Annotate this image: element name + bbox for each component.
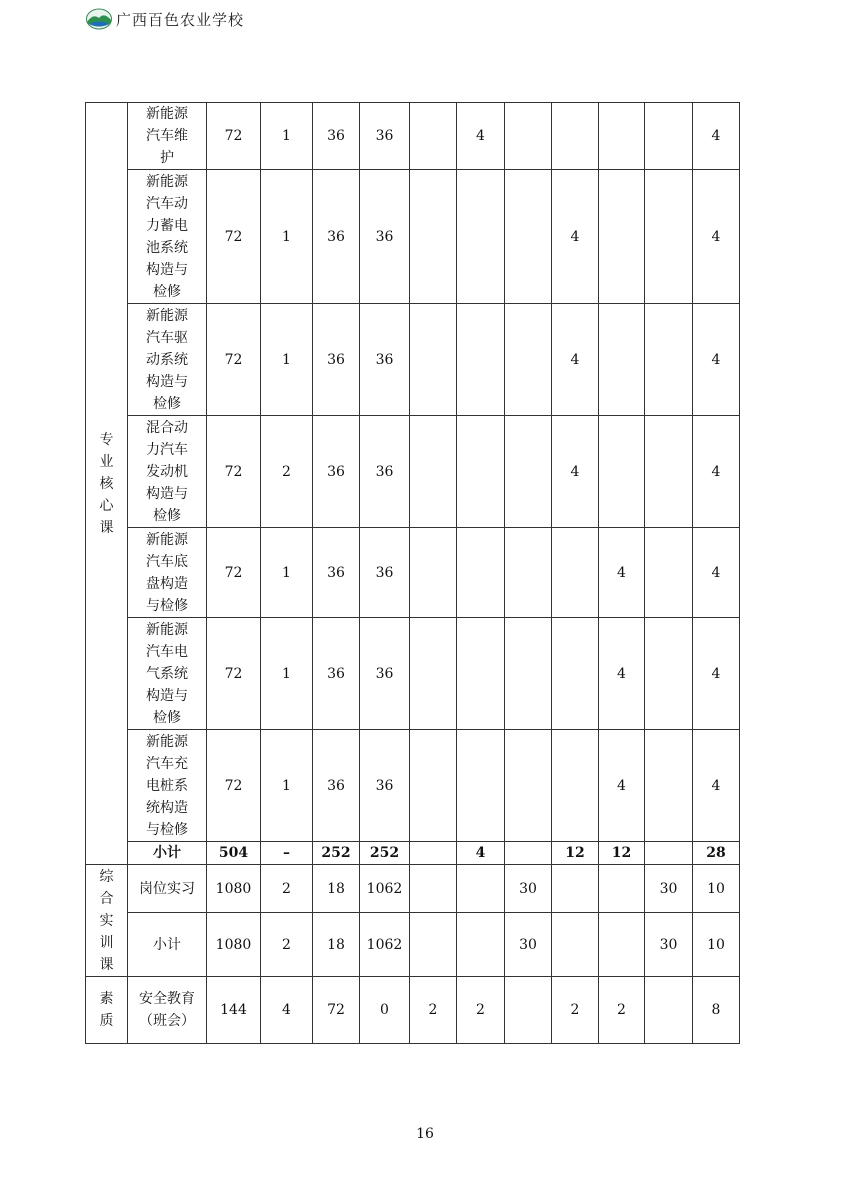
table-cell [410, 170, 457, 304]
table-cell: 1 [261, 528, 313, 618]
table-row [86, 416, 740, 528]
table-row [86, 170, 740, 304]
table-cell: 10 [693, 913, 740, 977]
table-cell [505, 304, 552, 416]
table-row [86, 304, 740, 416]
course-name: 新能源汽车充电桩系统构造与检修 [146, 733, 188, 838]
table-cell: 4 [552, 304, 599, 416]
course-name-cell [128, 730, 207, 842]
course-name: 安全教育（班会） [139, 991, 195, 1029]
category-cell [86, 977, 128, 1044]
course-name-cell [128, 304, 207, 416]
table-cell: 36 [313, 170, 360, 304]
table-cell [645, 730, 693, 842]
table-cell: 1062 [360, 913, 410, 977]
table-cell [410, 618, 457, 730]
table-cell: 504 [207, 842, 261, 865]
course-name-cell [128, 103, 207, 170]
table-cell: 30 [505, 865, 552, 913]
table-cell [505, 730, 552, 842]
table-row [86, 528, 740, 618]
table-cell: 72 [207, 618, 261, 730]
table-cell [645, 103, 693, 170]
page-number: 16 [416, 1126, 434, 1142]
table-cell: 36 [360, 304, 410, 416]
table-cell: 4 [693, 528, 740, 618]
table-cell: 72 [207, 416, 261, 528]
table-cell: 0 [360, 977, 410, 1044]
category-cell [86, 865, 128, 977]
table-cell: 12 [552, 842, 599, 865]
category-label: 素质 [99, 991, 114, 1029]
table-cell: 36 [360, 416, 410, 528]
table-cell [645, 528, 693, 618]
category-cell [86, 103, 128, 865]
table-row [86, 103, 740, 170]
table-cell [457, 865, 505, 913]
table-cell [599, 103, 645, 170]
table-body [86, 103, 740, 1044]
table-cell [410, 842, 457, 865]
course-name: 新能源汽车底盘构造与检修 [146, 531, 188, 614]
course-name-cell [128, 528, 207, 618]
table-cell: 36 [313, 528, 360, 618]
table-cell: 36 [360, 170, 410, 304]
table-cell [457, 730, 505, 842]
table-cell [645, 304, 693, 416]
table-cell [552, 618, 599, 730]
table-cell: 252 [360, 842, 410, 865]
table-cell [599, 170, 645, 304]
table-cell: 72 [313, 977, 360, 1044]
table-cell: 2 [261, 416, 313, 528]
table-cell: 2 [457, 977, 505, 1044]
table-cell [505, 618, 552, 730]
table-cell: 4 [261, 977, 313, 1044]
table-cell: 30 [645, 865, 693, 913]
course-name-cell [128, 865, 207, 913]
table-cell [457, 304, 505, 416]
subtotal-label: 小计 [128, 842, 207, 865]
table-cell: 72 [207, 304, 261, 416]
table-cell: 36 [360, 103, 410, 170]
table-cell: 36 [313, 416, 360, 528]
table-cell: 36 [360, 730, 410, 842]
course-name-cell [128, 416, 207, 528]
table-cell [599, 416, 645, 528]
category-label: 综合实训课 [99, 868, 114, 973]
table-cell: 36 [313, 618, 360, 730]
table-row [86, 977, 740, 1044]
course-name-cell [128, 977, 207, 1044]
table-cell: 4 [693, 304, 740, 416]
table-cell [410, 913, 457, 977]
course-name: 新能源汽车驱动系统构造与检修 [146, 307, 188, 412]
table-cell: 36 [313, 304, 360, 416]
table-cell [505, 977, 552, 1044]
table-cell: 4 [552, 170, 599, 304]
table-cell: 1080 [207, 865, 261, 913]
table-cell: 30 [505, 913, 552, 977]
table-cell: 252 [313, 842, 360, 865]
table-cell: 8 [693, 977, 740, 1044]
table-cell: 72 [207, 170, 261, 304]
table-cell: 4 [457, 842, 505, 865]
course-name: 新能源汽车动力蓄电池系统构造与检修 [146, 173, 188, 300]
table-cell: 36 [360, 528, 410, 618]
table-cell: 72 [207, 528, 261, 618]
table-cell [457, 170, 505, 304]
table-cell: 1 [261, 170, 313, 304]
table-cell: 4 [693, 103, 740, 170]
table-cell: 1 [261, 730, 313, 842]
table-cell: 4 [552, 416, 599, 528]
table-cell [599, 865, 645, 913]
table-cell: 12 [599, 842, 645, 865]
table-cell: 4 [457, 103, 505, 170]
table-cell [645, 416, 693, 528]
table-cell [505, 528, 552, 618]
table-cell: 2 [261, 913, 313, 977]
table-cell: 4 [693, 170, 740, 304]
table-cell: 36 [313, 103, 360, 170]
table-cell: 4 [693, 416, 740, 528]
table-row [86, 618, 740, 730]
table-cell [505, 103, 552, 170]
table-cell [410, 103, 457, 170]
table-cell: 1062 [360, 865, 410, 913]
table-cell: 4 [599, 618, 645, 730]
school-name: 广西百色农业学校 [116, 10, 245, 29]
table-cell [410, 304, 457, 416]
table-cell: 30 [645, 913, 693, 977]
table-cell [552, 913, 599, 977]
table-cell: 4 [599, 730, 645, 842]
page-header [86, 6, 244, 32]
table-cell [457, 913, 505, 977]
table-cell: 4 [693, 730, 740, 842]
table-cell: 28 [693, 842, 740, 865]
table-cell [552, 730, 599, 842]
table-cell [410, 730, 457, 842]
table-cell: 72 [207, 103, 261, 170]
subtotal-row [86, 913, 740, 977]
table-cell [645, 842, 693, 865]
table-cell: 10 [693, 865, 740, 913]
table-cell: 2 [552, 977, 599, 1044]
course-name: 岗位实习 [139, 880, 195, 897]
table-cell: – [261, 842, 313, 865]
table-cell [410, 528, 457, 618]
table-cell: 36 [360, 618, 410, 730]
table-cell: 2 [410, 977, 457, 1044]
table-cell [645, 618, 693, 730]
table-cell [457, 528, 505, 618]
table-cell [410, 865, 457, 913]
table-cell [552, 528, 599, 618]
course-name-cell [128, 618, 207, 730]
table-cell: 18 [313, 865, 360, 913]
table-cell: 1 [261, 304, 313, 416]
table-cell: 144 [207, 977, 261, 1044]
table-cell [599, 304, 645, 416]
course-name: 新能源汽车电气系统构造与检修 [146, 621, 188, 726]
table-cell [505, 170, 552, 304]
table-cell: 4 [599, 528, 645, 618]
course-schedule-table [85, 102, 740, 1044]
subtotal-label: 小计 [128, 913, 207, 977]
table-cell: 1080 [207, 913, 261, 977]
table-cell: 2 [261, 865, 313, 913]
table-cell: 72 [207, 730, 261, 842]
table-cell: 1 [261, 103, 313, 170]
table-cell: 18 [313, 913, 360, 977]
table-cell [457, 618, 505, 730]
table-cell [599, 913, 645, 977]
table-cell: 4 [693, 618, 740, 730]
table-cell [457, 416, 505, 528]
course-name: 混合动力汽车发动机构造与检修 [146, 419, 188, 524]
table-cell [410, 416, 457, 528]
table-row [86, 730, 740, 842]
table-cell [552, 865, 599, 913]
school-logo-icon [86, 8, 112, 30]
table-cell [505, 416, 552, 528]
table-cell [645, 170, 693, 304]
table-cell [505, 842, 552, 865]
table-cell [645, 977, 693, 1044]
table-row [86, 865, 740, 913]
table-cell: 36 [313, 730, 360, 842]
course-name: 新能源汽车维护 [146, 106, 188, 166]
table-cell: 1 [261, 618, 313, 730]
table-cell [552, 103, 599, 170]
category-label: 专业核心课 [99, 431, 114, 536]
subtotal-row [86, 842, 740, 865]
table-cell: 2 [599, 977, 645, 1044]
course-name-cell [128, 170, 207, 304]
